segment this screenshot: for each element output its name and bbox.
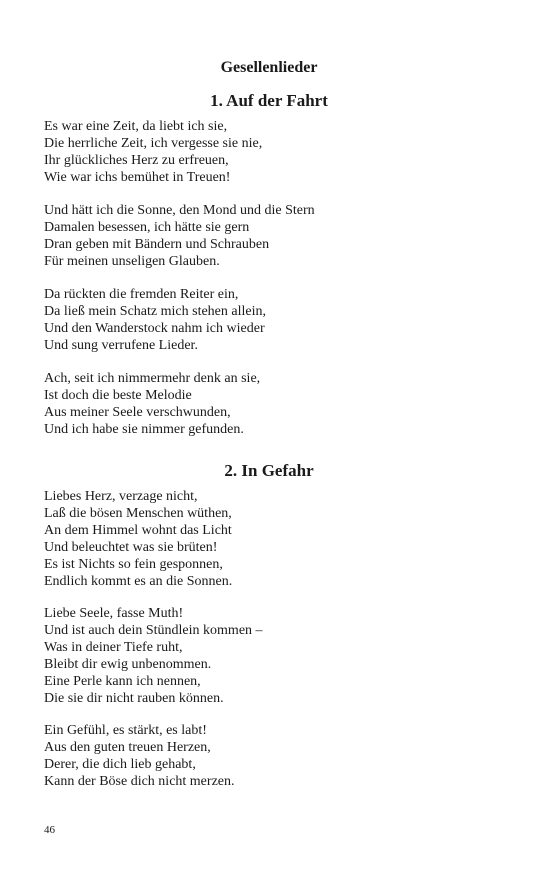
verse-line: Derer, die dich lieb gehabt, [44,757,196,772]
verse-line: Es war eine Zeit, da liebt ich sie, [44,119,228,134]
verse-line: Die sie dir nicht rauben können. [44,691,224,706]
verse-line: Und beleuchtet was sie brüten! [44,540,218,555]
collection-title: Gesellenlieder [220,59,318,76]
verse-line: Aus den guten treuen Herzen, [44,740,211,755]
stanza [44,488,524,590]
verse-line: Dran geben mit Bändern und Schrauben [44,237,270,252]
verse-line: Für meinen unseligen Glauben. [44,254,220,269]
stanza [44,118,524,186]
verse-line: Damalen besessen, ich hätte sie gern [44,220,250,235]
verse-line: Und sung verrufene Lieder. [44,338,198,353]
stanza [44,370,524,438]
verse-line: Eine Perle kann ich nennen, [44,674,201,689]
verse-line: Und ich habe sie nimmer gefunden. [44,422,244,437]
verse-line: Kann der Böse dich nicht merzen. [44,774,235,789]
verse-line: Bleibt dir ewig unbenommen. [44,657,212,672]
verse-line: Laß die bösen Menschen wüthen, [44,506,232,521]
stanza [44,202,524,270]
verse-line: Die herrliche Zeit, ich vergesse sie nie, [44,136,263,151]
stanza [44,286,524,354]
page-number: 46 [44,824,55,836]
verse-line: Da rückten die fremden Reiter ein, [44,287,239,302]
poem-title-auf-der-fahrt: 1. Auf der Fahrt [210,91,328,110]
stanza [44,605,524,707]
verse-line: Und hätt ich die Sonne, den Mond und die Stern [44,203,315,218]
verse-line: Ist doch die beste Melodie [44,388,192,403]
verse-line: Aus meiner Seele verschwunden, [44,405,231,420]
verse-line: Ein Gefühl, es stärkt, es labt! [44,723,207,738]
verse-line: Was in deiner Tiefe ruht, [44,640,183,655]
verse-line: Endlich kommt es an die Sonnen. [44,574,233,589]
verse-line: Da ließ mein Schatz mich stehen allein, [44,304,266,319]
verse-line: Und den Wanderstock nahm ich wieder [44,321,265,336]
verse-line: Wie war ichs bemühet in Treuen! [44,170,231,185]
verse-line: Ach, seit ich nimmermehr denk an sie, [44,371,261,386]
verse-line: Liebes Herz, verzage nicht, [44,489,198,504]
poem-title-in-gefahr: 2. In Gefahr [224,461,314,480]
stanza [44,722,524,790]
verse-line: Und ist auch dein Stündlein kommen – [44,623,263,638]
verse-line: An dem Himmel wohnt das Licht [44,523,232,538]
verse-line: Es ist Nichts so fein gesponnen, [44,557,223,572]
verse-line: Ihr glückliches Herz zu erfreuen, [44,153,229,168]
verse-line: Liebe Seele, fasse Muth! [44,606,184,621]
